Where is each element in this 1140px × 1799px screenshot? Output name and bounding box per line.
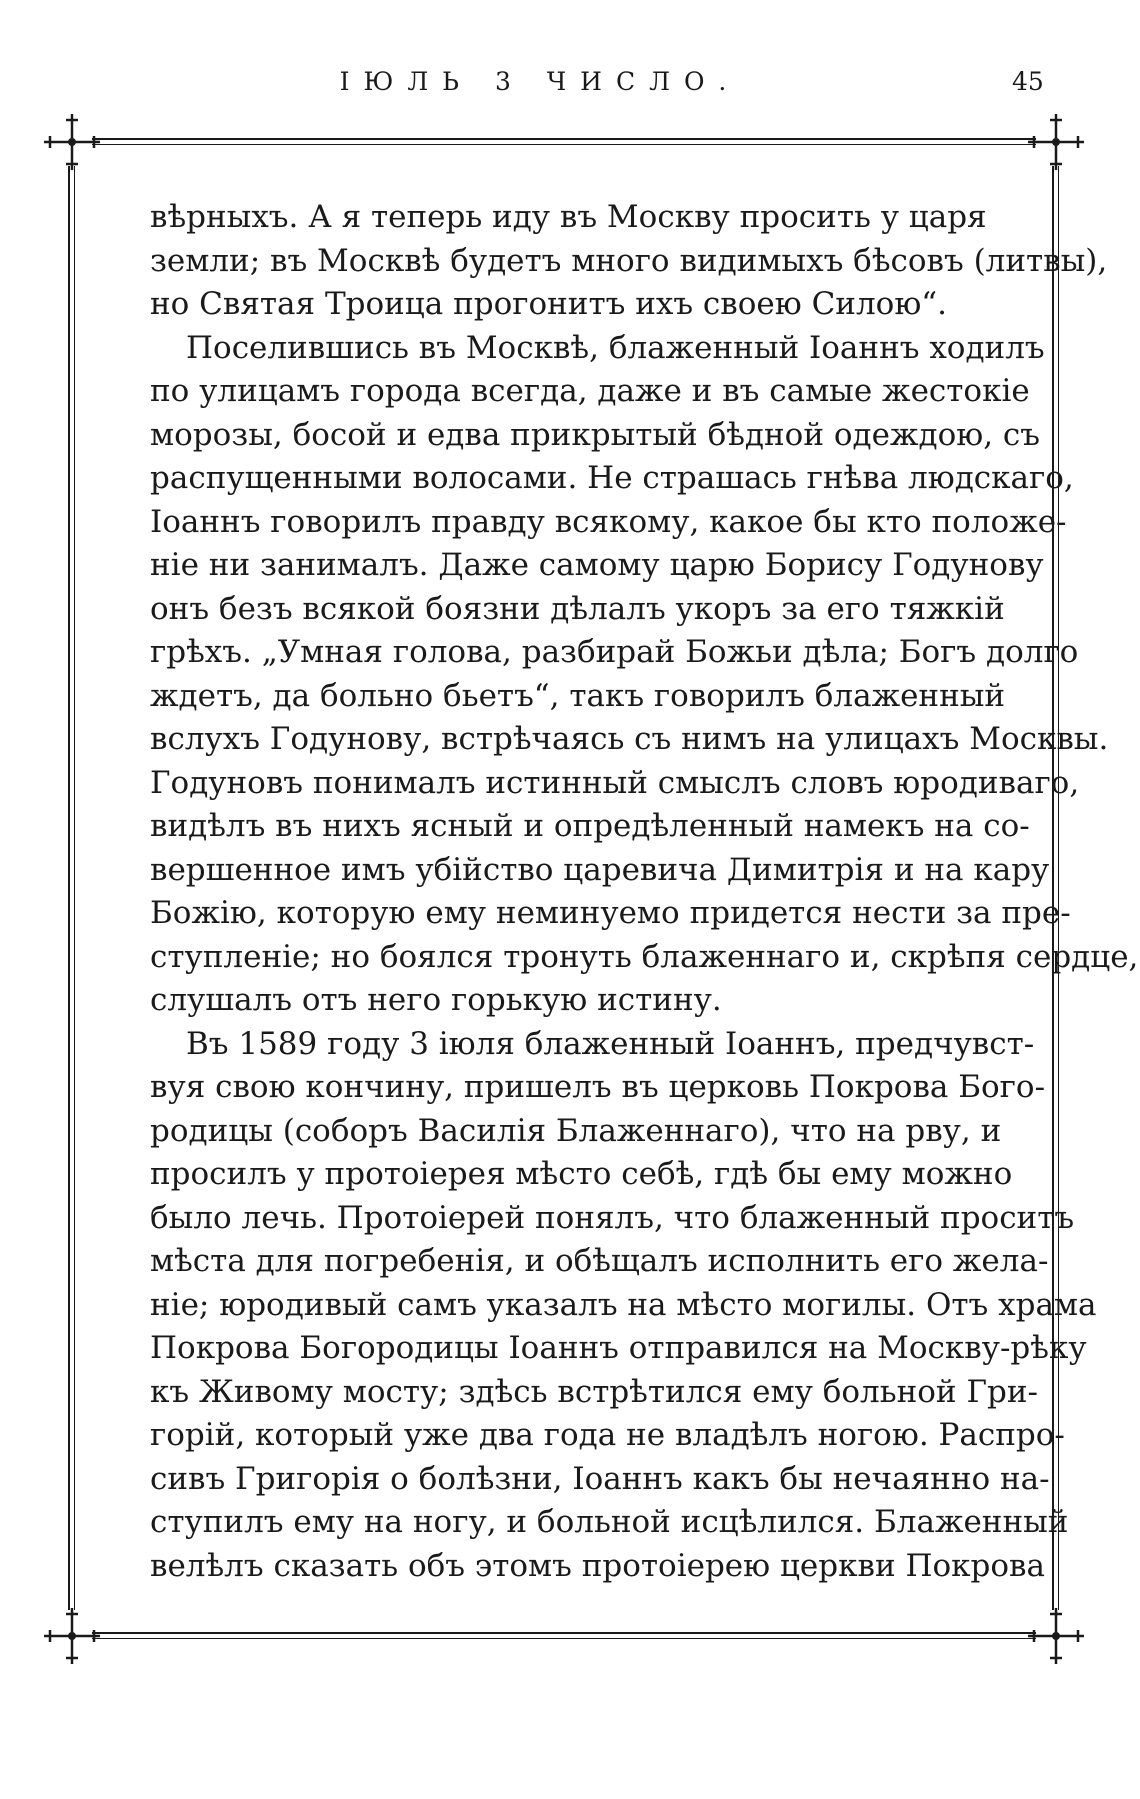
text-line: по улицамъ города всегда, даже и въ самые жестокіе <box>150 373 1030 409</box>
text-line: Іоаннъ говорилъ правду всякому, какое бы кто положе- <box>150 503 1067 540</box>
text-line: вуя свою кончину, пришелъ въ церковь Покрова Бого- <box>150 1069 1046 1105</box>
text-line: къ Живому мосту; здѣсь встрѣтился ему больной Гри- <box>150 1373 1038 1410</box>
text-line: ждетъ, да больно бьетъ“, такъ говорилъ блаженный <box>150 677 1006 714</box>
text-line: мѣста для погребенія, и обѣщалъ исполнить его жела- <box>150 1243 1049 1279</box>
text-line: сивъ Григорія о болѣзни, Іоаннъ какъ бы нечаянно на- <box>150 1460 1050 1497</box>
text-line: ступленіе; но боялся тронуть блаженнаго и, скрѣпя сердце, <box>150 938 1139 975</box>
running-head <box>0 62 1140 102</box>
text-line: горій, который уже два года не владѣлъ ногою. Распро- <box>150 1417 1065 1453</box>
text-line: Годуновъ понималъ истинный смыслъ словъ юродиваго, <box>150 764 1080 801</box>
text-line: Покрова Богородицы Іоаннъ отправился на Москву-рѣку <box>150 1330 1087 1366</box>
frame-right-rule <box>1052 166 1054 1610</box>
text-line: онъ безъ всякой боязни дѣлалъ укоръ за его тяжкій <box>150 590 1005 627</box>
page-number: 45 <box>1012 67 1044 96</box>
text-line: родицы (соборъ Василія Блаженнаго), что на рву, и <box>150 1112 1002 1149</box>
corner-ornament-bottom-left-icon <box>42 1606 102 1666</box>
text-line: но Святая Троица прогонитъ ихъ своею Силою“. <box>150 286 948 322</box>
body-text <box>150 196 1139 1596</box>
frame-left-rule <box>68 166 70 1610</box>
frame-top-rule <box>92 138 1036 140</box>
text-line: вслухъ Годунову, встрѣчаясь съ нимъ на улицахъ Москвы. <box>150 721 1109 757</box>
frame-left-rule-inner <box>74 166 75 1610</box>
corner-ornament-top-right-icon <box>1026 112 1086 172</box>
text-line: слушалъ отъ него горькую истину. <box>150 982 722 1018</box>
text-line: велѣлъ сказать объ этомъ протоіерею церкви Покрова <box>150 1547 1045 1584</box>
corner-ornament-bottom-right-icon <box>1026 1606 1086 1666</box>
text-line: просилъ у протоіерея мѣсто себѣ, гдѣ бы ему можно <box>150 1156 1013 1192</box>
frame-top-rule-inner <box>92 144 1036 145</box>
text-line: Поселившись въ Москвѣ, блаженный Іоаннъ ходилъ <box>186 329 1045 366</box>
text-line: Божію, которую ему неминуемо придется нести за пре- <box>150 895 1071 931</box>
text-line: морозы, босой и едва прикрытый бѣдной одеждою, съ <box>150 416 1041 453</box>
text-line: Въ 1589 году 3 іюля блаженный Іоаннъ, предчувст- <box>186 1025 1035 1062</box>
running-title: ІЮЛЬ 3 ЧИСЛО. <box>339 67 741 96</box>
text-line: ніе; юродивый самъ указалъ на мѣсто могилы. Отъ храма <box>150 1286 1097 1323</box>
frame-bottom-rule <box>92 1632 1036 1634</box>
text-line: распущенными волосами. Не страшась гнѣва людскаго, <box>150 460 1074 496</box>
text-line: земли; въ Москвѣ будетъ много видимыхъ бѣсовъ (литвы), <box>150 242 1108 279</box>
frame-right-rule-inner <box>1058 166 1059 1610</box>
corner-ornament-top-left-icon <box>42 112 102 172</box>
text-line: было лечь. Протоіерей понялъ, что блаженный проситъ <box>150 1199 1075 1236</box>
frame-bottom-rule-inner <box>92 1638 1036 1639</box>
text-line: видѣлъ въ нихъ ясный и опредѣленный намекъ на со- <box>150 808 1030 844</box>
text-line: ступилъ ему на ногу, и больной исцѣлился. Блаженный <box>150 1504 1069 1540</box>
text-line: вершенное имъ убійство царевича Димитрія и на кару <box>150 851 1050 888</box>
text-line: грѣхъ. „Умная голова, разбирай Божьи дѣла; Богъ долго <box>150 634 1079 670</box>
text-line: вѣрныхъ. А я теперь иду въ Москву просить у царя <box>150 199 987 235</box>
text-line: ніе ни занималъ. Даже самому царю Борису Годунову <box>150 547 1044 583</box>
